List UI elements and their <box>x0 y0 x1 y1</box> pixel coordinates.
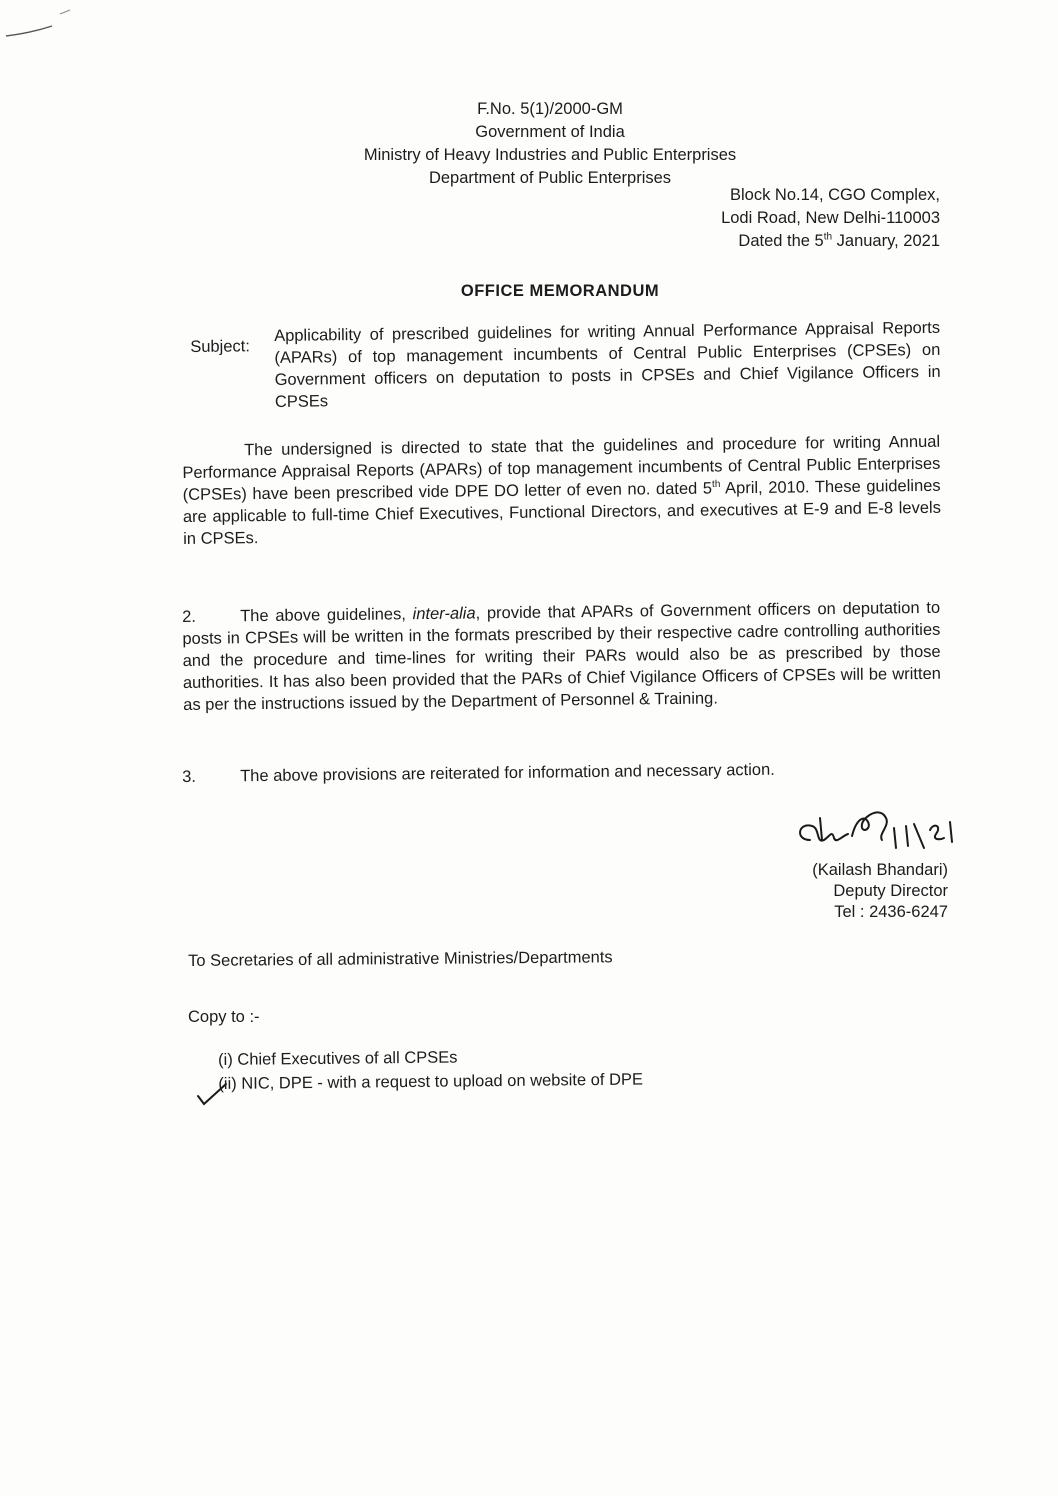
ministry-name: Ministry of Heavy Industries and Public Enterprises <box>363 146 737 164</box>
file-number: F.No. 5(1)/2000-GM <box>477 100 623 118</box>
paragraph-3: 3. The above provisions are reiterated for information and necessary action. <box>182 760 775 786</box>
address-line-1: Block No.14, CGO Complex, <box>730 186 940 204</box>
office-address <box>721 184 940 253</box>
paragraph-1: The undersigned is directed to state that the guidelines and procedure for writing Annual Performance Appraisal Reports (APARs) of top management incumbents of Central Public Enterprises (CPSEs) have been prescribed vide DPE DO letter of even no. dated 5th April, 2010. These guidelines are applicable to full-time Chief Executives, Functional Directors, and executives at E-9 and E-8 levels in CPSEs. <box>182 432 941 548</box>
list-item: (ii) NIC, DPE - with a request to upload on website of DPE <box>218 1070 644 1093</box>
signatory-telephone: Tel : 2436-6247 <box>834 903 948 921</box>
signatory-designation: Deputy Director <box>833 882 948 900</box>
copy-to-list <box>218 1044 643 1096</box>
handwritten-signature <box>790 800 970 860</box>
department-name: Department of Public Enterprises <box>428 169 672 187</box>
letter-header <box>300 98 800 190</box>
subject-text: Applicability of prescribed guidelines for writing Annual Performance Appraisal Reports (APARs) of top management incumbents of Central Public Enterprises (CPSEs) on Government officers on deputation to posts in CPSEs and Chief Vigilance Officers in CPSEs <box>274 318 941 411</box>
signatory-block <box>812 860 948 923</box>
list-item: (i) Chief Executives of all CPSEs <box>218 1048 458 1069</box>
paragraph-number: 3. <box>182 767 197 786</box>
memo-title: OFFICE MEMORANDUM <box>460 282 660 300</box>
pen-stroke-mark <box>4 6 74 46</box>
subject-block <box>190 317 941 414</box>
letter-date: Dated the 5th January, 2021 <box>738 231 940 250</box>
paragraph-2: 2. The above guidelines, inter-alia, provide that APARs of Government officers on deputation to posts in CPSEs will be written in the formats prescribed by their respective cadre controlling authorities and the procedure and time-lines for writing their PARs would also be as prescribed by those authorities. It has also been provided that the PARs of Chief Vigilance Officers of CPSEs will be written as per the instructions issued by the Department of Personnel & Training. <box>182 598 941 714</box>
paragraph-number: 2. <box>182 607 197 626</box>
government-name: Government of India <box>475 123 625 141</box>
subject-label: Subject: <box>190 337 250 356</box>
signatory-name: (Kailash Bhandari) <box>812 861 948 879</box>
address-line-2: Lodi Road, New Delhi-110003 <box>721 209 940 227</box>
addressee-line: To Secretaries of all administrative Ministries/Departments <box>188 948 613 970</box>
copy-to-label: Copy to :- <box>188 1008 260 1026</box>
tick-mark-icon <box>196 1078 236 1108</box>
